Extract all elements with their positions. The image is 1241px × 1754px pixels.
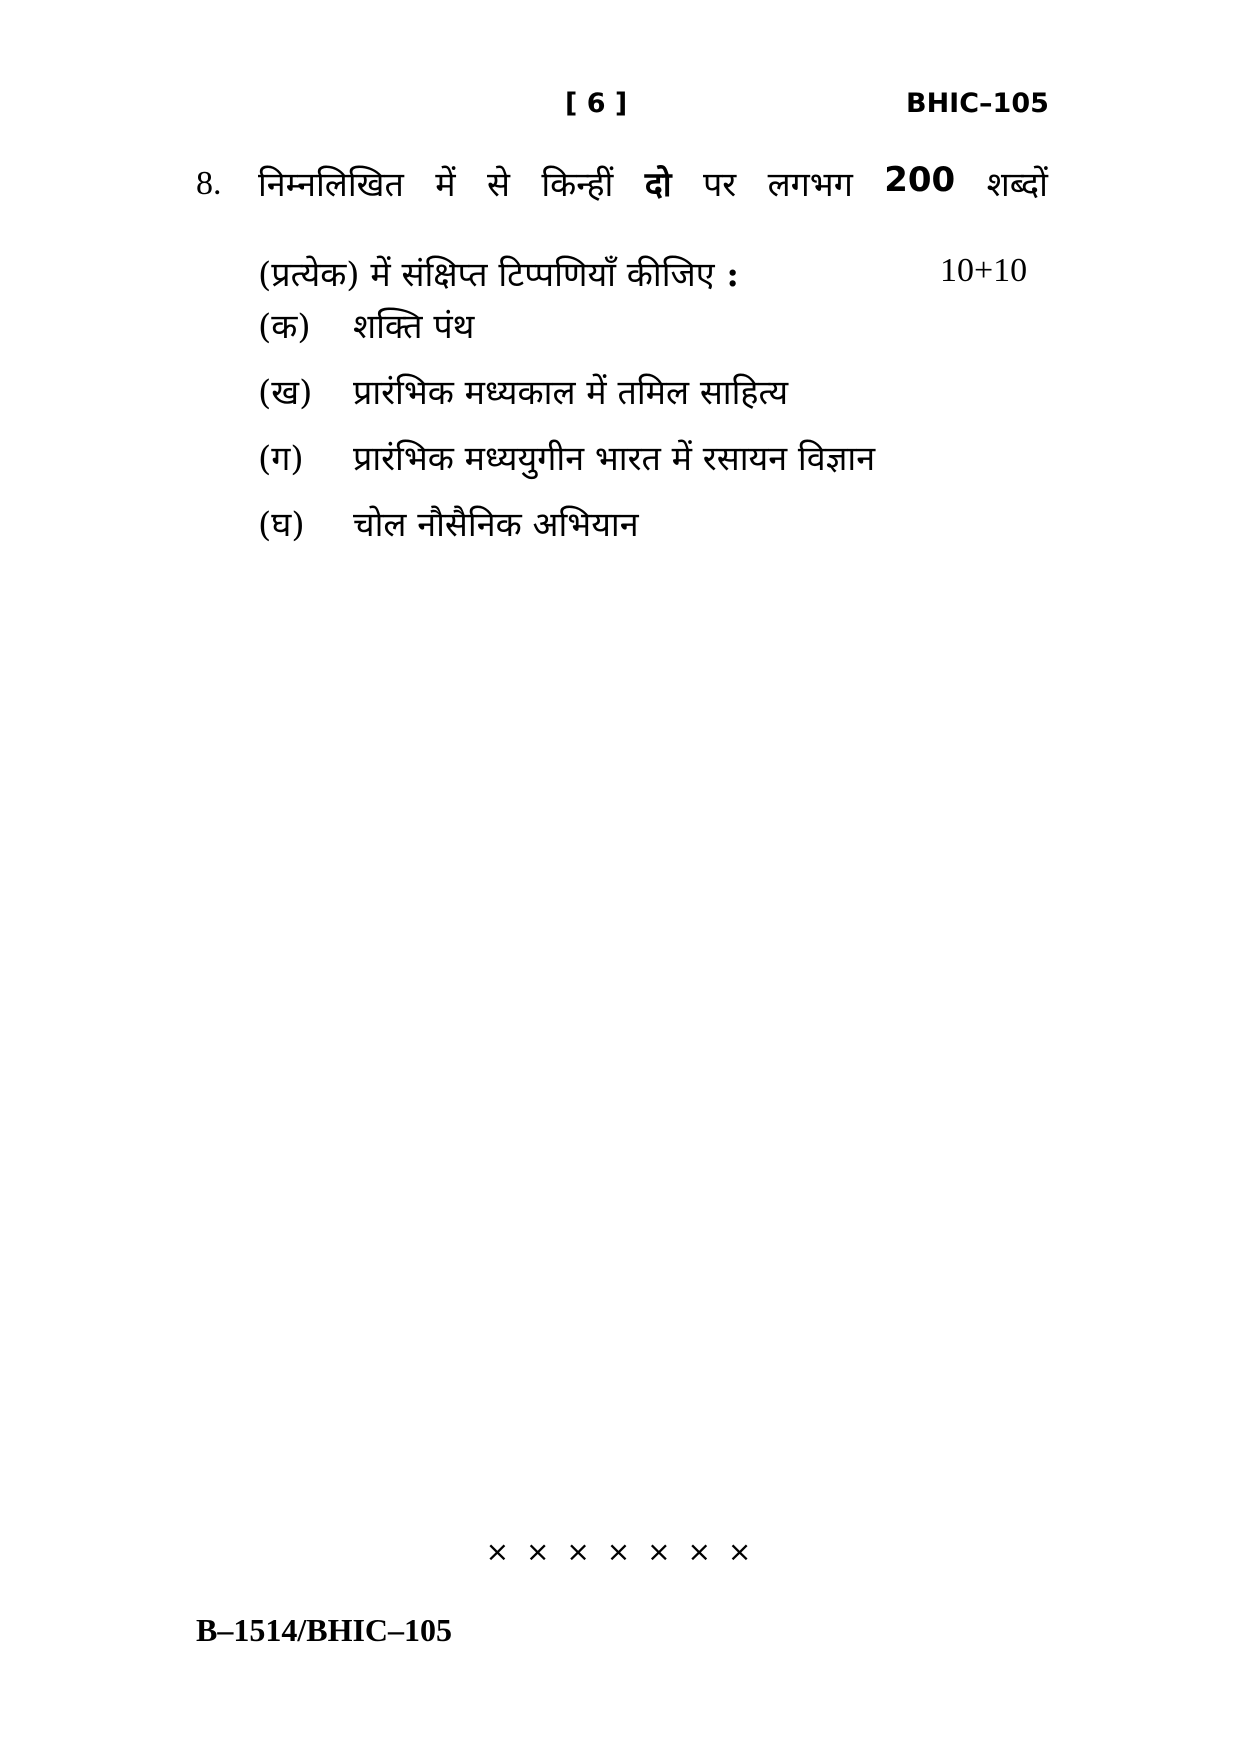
option-kha	[258, 368, 788, 414]
marks: 10+10	[940, 252, 1028, 289]
option-label: (क)	[258, 307, 311, 347]
question-colon: :	[714, 255, 739, 295]
question-word: निम्नलिखित	[258, 165, 404, 205]
question-instruction: (प्रत्येक) में संक्षिप्त टिप्पणियाँ कीजिए	[258, 255, 715, 295]
option-ga	[258, 434, 875, 480]
question-number: 8.	[196, 165, 222, 202]
question-word: शब्दों	[986, 165, 1048, 205]
question-emphasis: दो	[644, 165, 672, 205]
question-word: से	[487, 165, 510, 205]
option-ka	[258, 302, 474, 348]
option-text: प्रारंभिक मध्यकाल में तमिल साहित्य	[353, 373, 789, 413]
end-of-paper-mark: × × × × × × ×	[485, 1535, 756, 1568]
option-text: चोल नौसैनिक अभियान	[353, 505, 639, 545]
question-line-2	[258, 250, 739, 296]
question-line-1	[258, 160, 1048, 206]
option-text: शक्ति पंथ	[353, 307, 475, 347]
question-word: में	[435, 165, 456, 205]
option-gha	[258, 500, 639, 546]
option-label: (ग)	[258, 439, 304, 479]
option-text: प्रारंभिक मध्ययुगीन भारत में रसायन विज्ञान	[353, 439, 876, 479]
question-word: किन्हीं	[541, 165, 614, 205]
word-count: 200	[884, 160, 956, 200]
course-code: BHIC–105	[906, 88, 1049, 119]
paper-code: B–1514/BHIC–105	[196, 1612, 453, 1648]
page-number: [ 6 ]	[565, 88, 628, 119]
option-label: (घ)	[258, 505, 305, 545]
question-word: लगभग	[767, 165, 853, 205]
option-label: (ख)	[258, 373, 313, 413]
question-word: पर	[702, 165, 737, 205]
